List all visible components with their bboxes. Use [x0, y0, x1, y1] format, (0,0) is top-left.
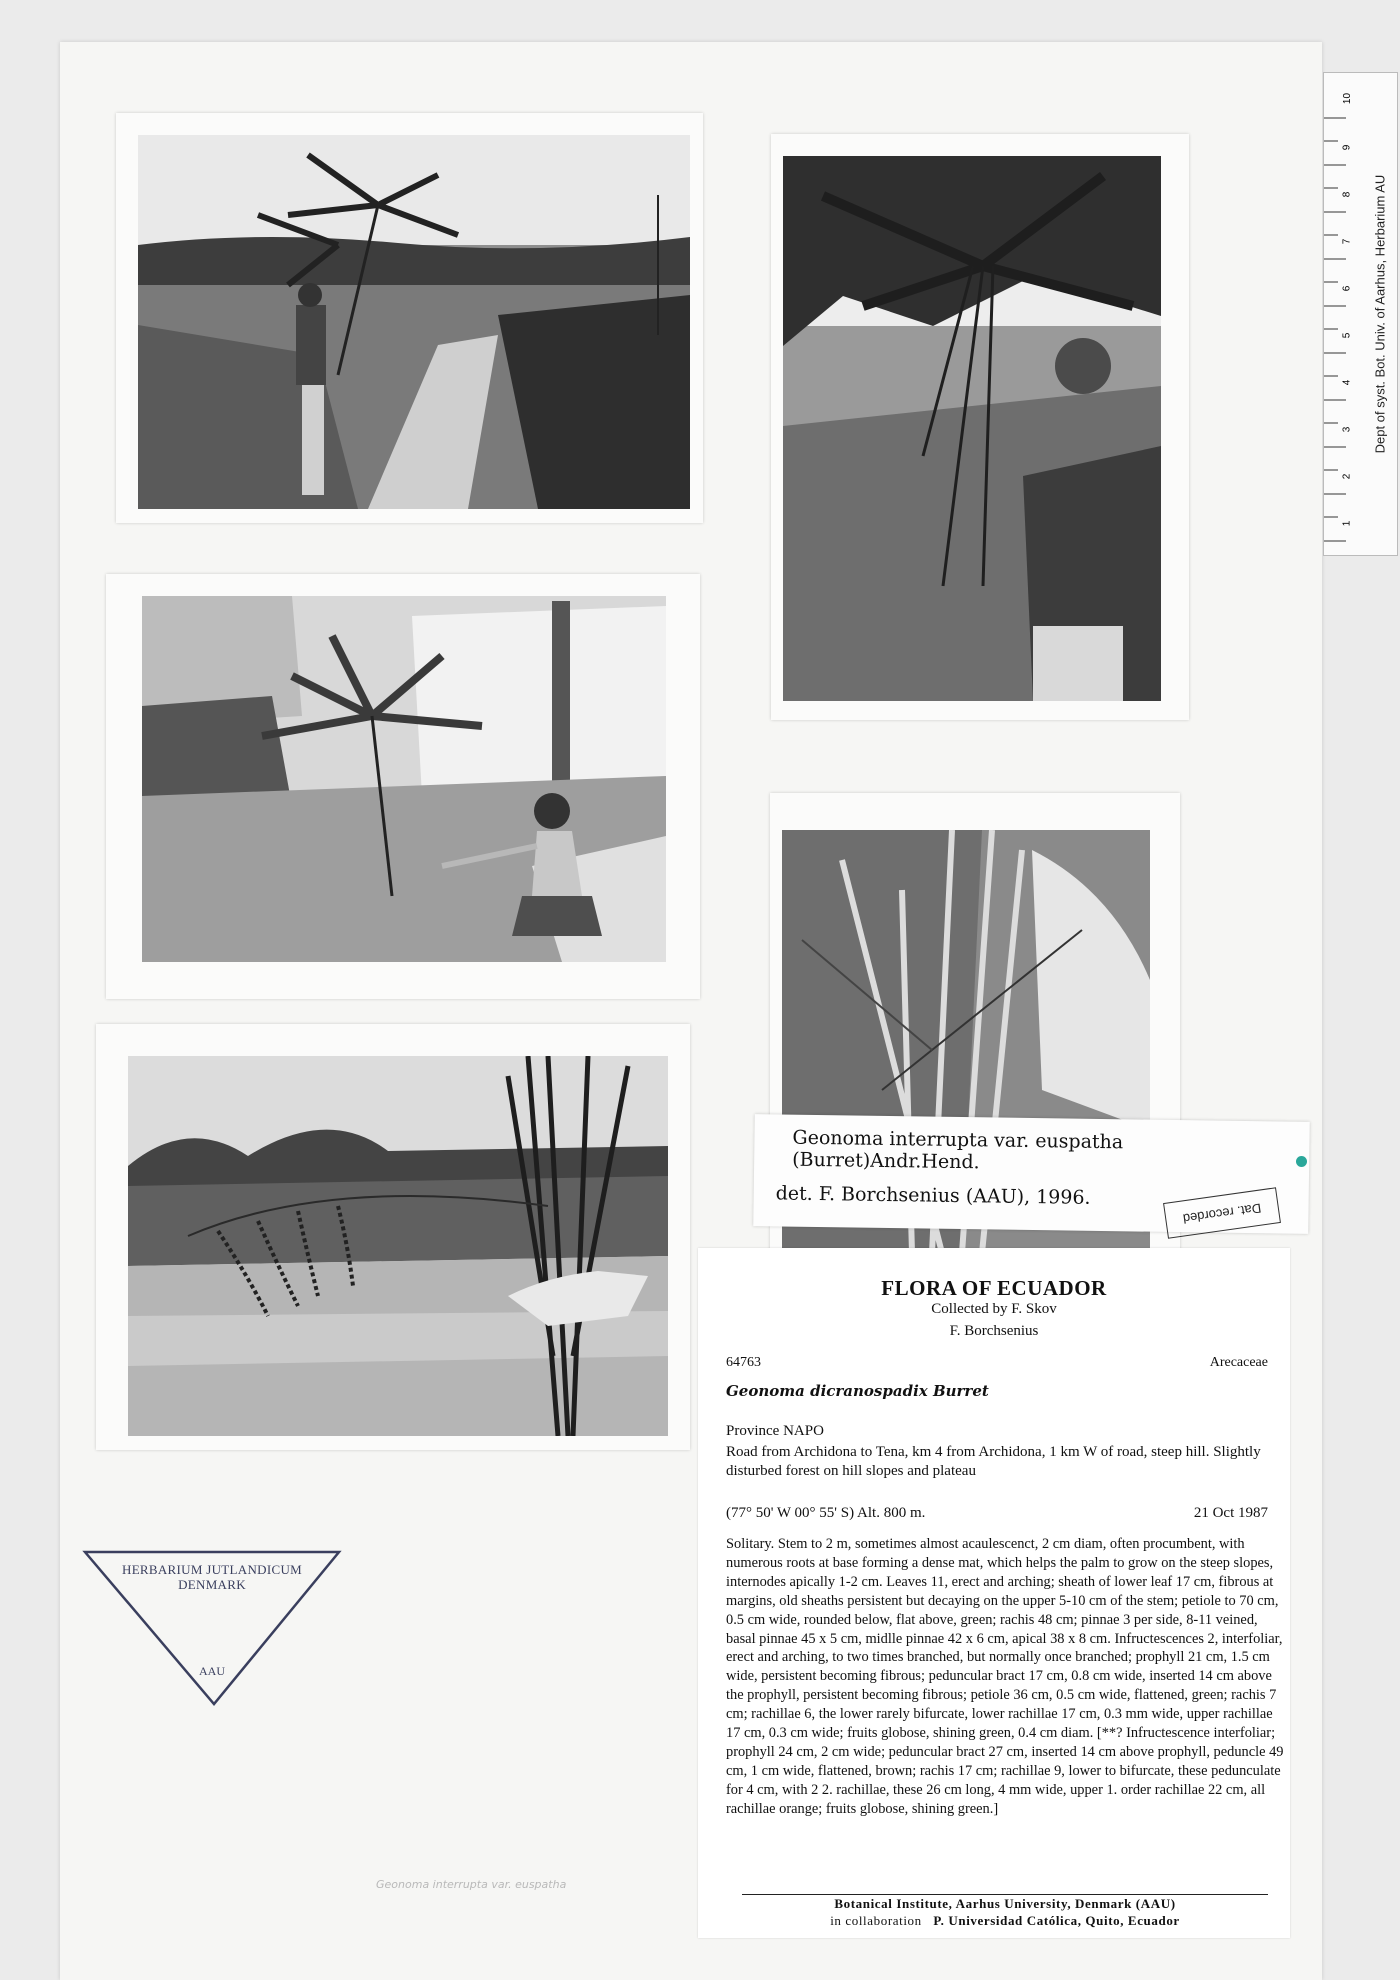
label-locality: Road from Archidona to Tena, km 4 from Archidona, 1 km W of road, steep hill. Slightly disturbed forest on hill slopes and plateau [726, 1444, 1261, 1479]
specimen-label [698, 1248, 1290, 1938]
photo-man-holding-palm-road [116, 113, 703, 523]
ruler-tick-label-9: 9 [1341, 144, 1353, 151]
label-footer-collaboration [742, 1913, 1268, 1929]
photo-young-man-crouching [106, 574, 700, 999]
ruler-tick-label-10: 10 [1342, 92, 1354, 105]
ruler-tick-label-3: 3 [1341, 426, 1353, 433]
pencil-annotation: Geonoma interrupta var. euspatha [376, 1878, 567, 1891]
photo-hand-holding-infructescence [96, 1024, 690, 1450]
label-collector-2: F. Borchsenius [949, 1323, 1039, 1339]
label-footer-rule [742, 1894, 1268, 1895]
herbarium-stamp [82, 1548, 342, 1708]
label-coordinates: (77° 50' W 00° 55' S) Alt. 800 m. [726, 1505, 926, 1521]
herbarium-stamp-line3: AAU [199, 1664, 225, 1678]
label-description: Solitary. Stem to 2 m, sometimes almost acaulescenct, 2 cm diam, often procumbent, with numerous roots at base forming a dense mat, which helps the palm to grow on the steep slopes, internodes apically 1-2 cm. Leaves 11, erect and arching; sheath of lower leaf 17 cm, fibrous at margins, old sheaths persistent but decaying on the upper 5-10 cm of the stem; petiole to 70 cm, 0.5 cm wide, rounded below, flat above, green; rachis 48 cm; pinnae 3 per side, 8-11 veined, basal pinnae 45 x 5 cm, midlle pinnae 42 x 6 cm, apical 38 x 8 cm. Infructescences 2, interfoliar, erect and arching, to two times branched, but normally once branched; prophyll 21 cm, 1.5 cm wide, persistent becoming fibrous; peduncular bract 17 cm, 0.8 cm wide, inserted 14 cm above the prophyll, persistent becoming fibrous; petiole 36 cm, 0.5 cm wide, flattened, green; rachis 7 cm; rachillae 6, the lower rarely bifurcate, lower rachillae 17 cm, 0.3 mm wide, upper rachillae 17 cm, 0.3 cm wide; fruits globose, shining green, 0.4 cm diam. [**? Infructescence interfoliar; prophyll 24 cm, 2 cm wide; peduncular bract 27 cm, inserted 14 cm above prophyll, peduncle 49 cm, 1 cm wide, flattened, brown; rachis 17 cm; rachillae 9, lower to bifurcate, these pedunculate for 4 cm, with 2 2. rachillae, these 26 cm long, 4 mm wide, upper 1. order rachillae 22 cm, all rachillae orange; fruits globose, shining green.] [726, 1536, 1284, 1817]
label-footer-prefix: in collaboration [830, 1913, 922, 1928]
determination-det: det. F. Borchsenius (AAU), 1996. [775, 1182, 1091, 1209]
ruler-tick-label-6: 6 [1341, 285, 1353, 292]
label-title: FLORA OF ECUADOR [881, 1276, 1107, 1300]
photo-man-holding-infructescence [771, 134, 1189, 720]
ruler-tick-label-7: 7 [1341, 238, 1353, 245]
herbarium-stamp-line1: HERBARIUM JUTLANDICUM [122, 1562, 302, 1577]
determination-name: Geonoma interrupta var. euspatha (Burret)Andr.Hend. [792, 1126, 1124, 1174]
label-family: Arecaceae [1209, 1355, 1268, 1370]
label-province: Province NAPO [726, 1423, 824, 1439]
ruler-institution-text: Dept of syst. Bot. Univ. of Aarhus, Herbarium AU [1372, 174, 1388, 454]
label-footer-institution: Botanical Institute, Aarhus University, Denmark (AAU) [834, 1896, 1176, 1911]
ruler-tick-label-2: 2 [1341, 473, 1353, 480]
label-footer-partner: P. Universidad Católica, Quito, Ecuador [933, 1913, 1180, 1928]
label-date: 21 Oct 1987 [1193, 1505, 1268, 1521]
herbarium-stamp-line2: DENMARK [178, 1577, 246, 1592]
ruler-tick-label-1: 1 [1341, 520, 1353, 527]
scale-ruler [1323, 72, 1398, 556]
label-collector: Collected by F. Skov [931, 1301, 1057, 1317]
label-taxon: Geonoma dicranospadix Burret [726, 1382, 989, 1400]
date-recorded-stamp: Dat. recorded [1163, 1187, 1281, 1239]
ruler-tick-label-8: 8 [1341, 191, 1353, 198]
ruler-tick-label-5: 5 [1341, 332, 1353, 339]
ruler-tick-label-4: 4 [1341, 379, 1353, 386]
teal-dot [1296, 1156, 1307, 1167]
label-collection-number: 64763 [726, 1355, 761, 1370]
